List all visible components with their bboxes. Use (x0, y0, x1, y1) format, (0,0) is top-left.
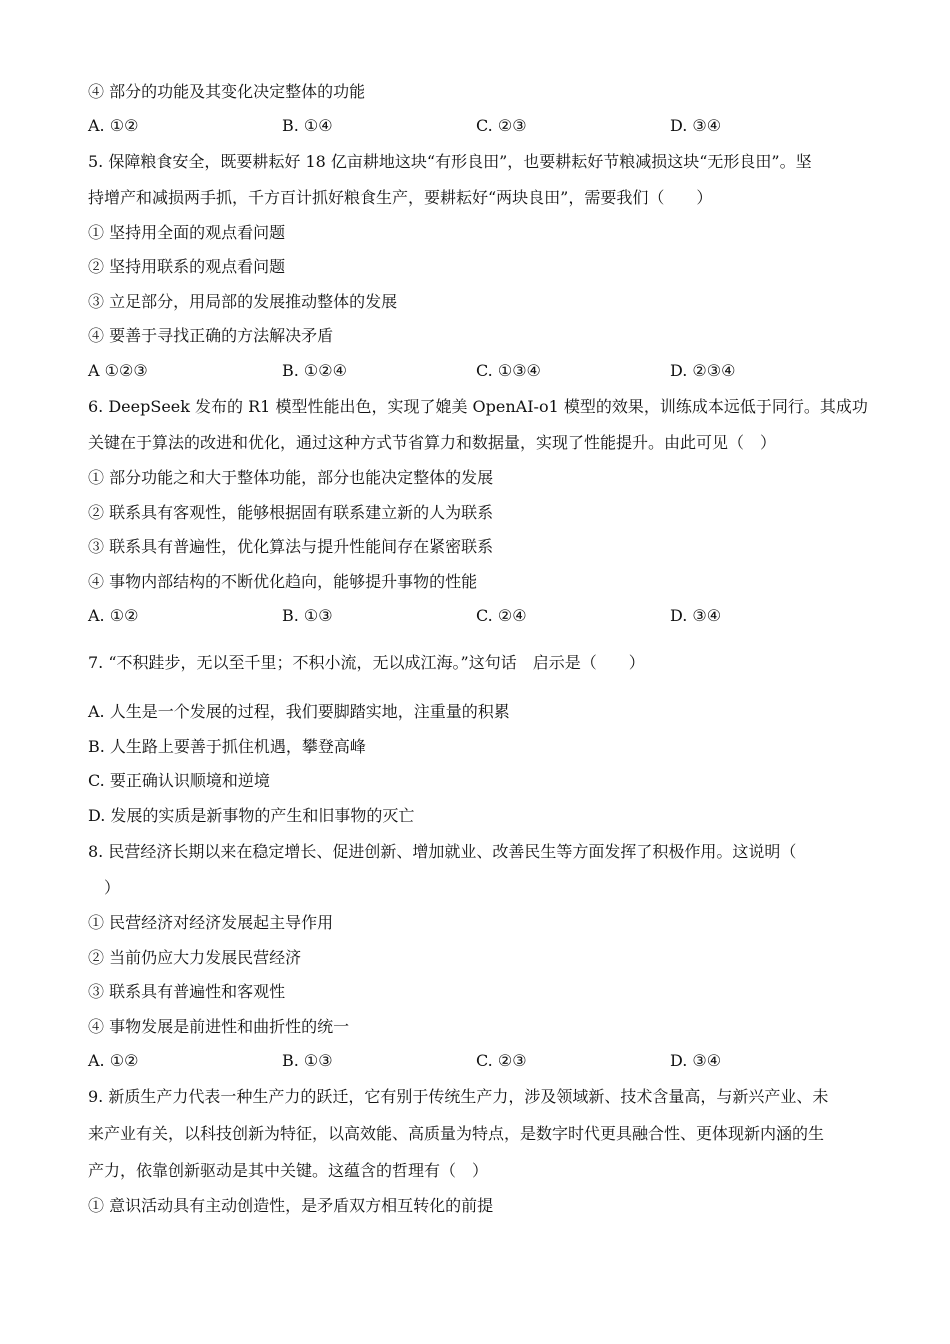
q9-item-1: ① 意识活动具有主动创造性，是矛盾双方相互转化的前提 (88, 1196, 494, 1215)
q5-stem-line-2: 持增产和减损两手抓，千方百计抓好粮食生产，要耕耘好“两块良田”，需要我们（ ） (88, 188, 713, 207)
q6-stem-line-1: 6. DeepSeek 发布的 R1 模型性能出色，实现了媲美 OpenAI-o1 模型的效果，训练成本远低于同行。其成功 (88, 397, 868, 416)
q6-item-3: ③ 联系具有普遍性，优化算法与提升性能间存在紧密联系 (88, 537, 494, 556)
q6-item-1: ① 部分功能之和大于整体功能，部分也能决定整体的发展 (88, 468, 494, 487)
q4-item-4: ④ 部分的功能及其变化决定整体的功能 (88, 82, 366, 101)
q5-stem-line-1: 5. 保障粮食安全，既要耕耘好 18 亿亩耕地这块“有形良田”，也要耕耘好节粮减损这块“无形良田”。坚 (88, 152, 812, 171)
q8-stem-line-2: ） (88, 878, 121, 897)
q8-item-2: ② 当前仍应大力发展民营经济 (88, 948, 302, 967)
q5-item-3: ③ 立足部分，用局部的发展推动整体的发展 (88, 292, 398, 311)
q4-options (88, 116, 868, 136)
q9-stem-line-2: 来产业有关，以科技创新为特征，以高效能、高质量为特点，是数字时代更具融合性、更体现新内涵的生 (88, 1124, 825, 1143)
q5-option-c: C. ①③④ (476, 361, 541, 380)
q5-item-1: ① 坚持用全面的观点看问题 (88, 223, 286, 242)
q7-option-d: D. 发展的实质是新事物的产生和旧事物的灭亡 (88, 806, 415, 825)
q8-options (88, 1051, 868, 1071)
q4-option-a: A. ①② (88, 116, 139, 135)
q6-option-a: A. ①② (88, 606, 139, 625)
q6-option-d: D. ③④ (670, 606, 722, 625)
q7-option-a: A. 人生是一个发展的过程，我们要脚踏实地，注重量的积累 (88, 702, 510, 721)
q8-stem-line-1: 8. 民营经济长期以来在稳定增长、促进创新、增加就业、改善民生等方面发挥了积极作用。这说明（ (88, 842, 797, 861)
q7-option-c: C. 要正确认识顺境和逆境 (88, 771, 270, 790)
q6-option-c: C. ②④ (476, 606, 527, 625)
q7-option-b: B. 人生路上要善于抓住机遇，攀登高峰 (88, 737, 366, 756)
q6-item-2: ② 联系具有客观性，能够根据固有联系建立新的人为联系 (88, 503, 494, 522)
q7-stem: 7. “不积跬步，无以至千里；不积小流，无以成江海。”这句话 启示是（ ） (88, 653, 645, 672)
q8-option-b: B. ①③ (282, 1051, 333, 1070)
q5-item-4: ④ 要善于寻找正确的方法解决矛盾 (88, 326, 334, 345)
q5-options (88, 361, 868, 381)
q8-option-c: C. ②③ (476, 1051, 527, 1070)
q8-item-4: ④ 事物发展是前进性和曲折性的统一 (88, 1017, 350, 1036)
q6-stem-line-2: 关键在于算法的改进和优化，通过这种方式节省算力和数据量，实现了性能提升。由此可见（ ） (88, 433, 777, 452)
q5-item-2: ② 坚持用联系的观点看问题 (88, 257, 286, 276)
q9-stem-line-1: 9. 新质生产力代表一种生产力的跃迁，它有别于传统生产力，涉及领域新、技术含量高，与新兴产业、未 (88, 1087, 829, 1106)
q8-option-a: A. ①② (88, 1051, 139, 1070)
q5-option-b: B. ①②④ (282, 361, 347, 380)
q5-option-d: D. ②③④ (670, 361, 736, 380)
q8-item-1: ① 民营经济对经济发展起主导作用 (88, 913, 334, 932)
q5-option-a: A ①②③ (88, 361, 148, 380)
q8-option-d: D. ③④ (670, 1051, 722, 1070)
q9-stem-line-3: 产力，依靠创新驱动是其中关键。这蕴含的哲理有（ ） (88, 1161, 489, 1180)
q6-options (88, 606, 868, 626)
q4-option-b: B. ①④ (282, 116, 333, 135)
q8-item-3: ③ 联系具有普遍性和客观性 (88, 982, 286, 1001)
q4-option-d: D. ③④ (670, 116, 722, 135)
q6-item-4: ④ 事物内部结构的不断优化趋向，能够提升事物的性能 (88, 572, 478, 591)
q6-option-b: B. ①③ (282, 606, 333, 625)
q4-option-c: C. ②③ (476, 116, 527, 135)
